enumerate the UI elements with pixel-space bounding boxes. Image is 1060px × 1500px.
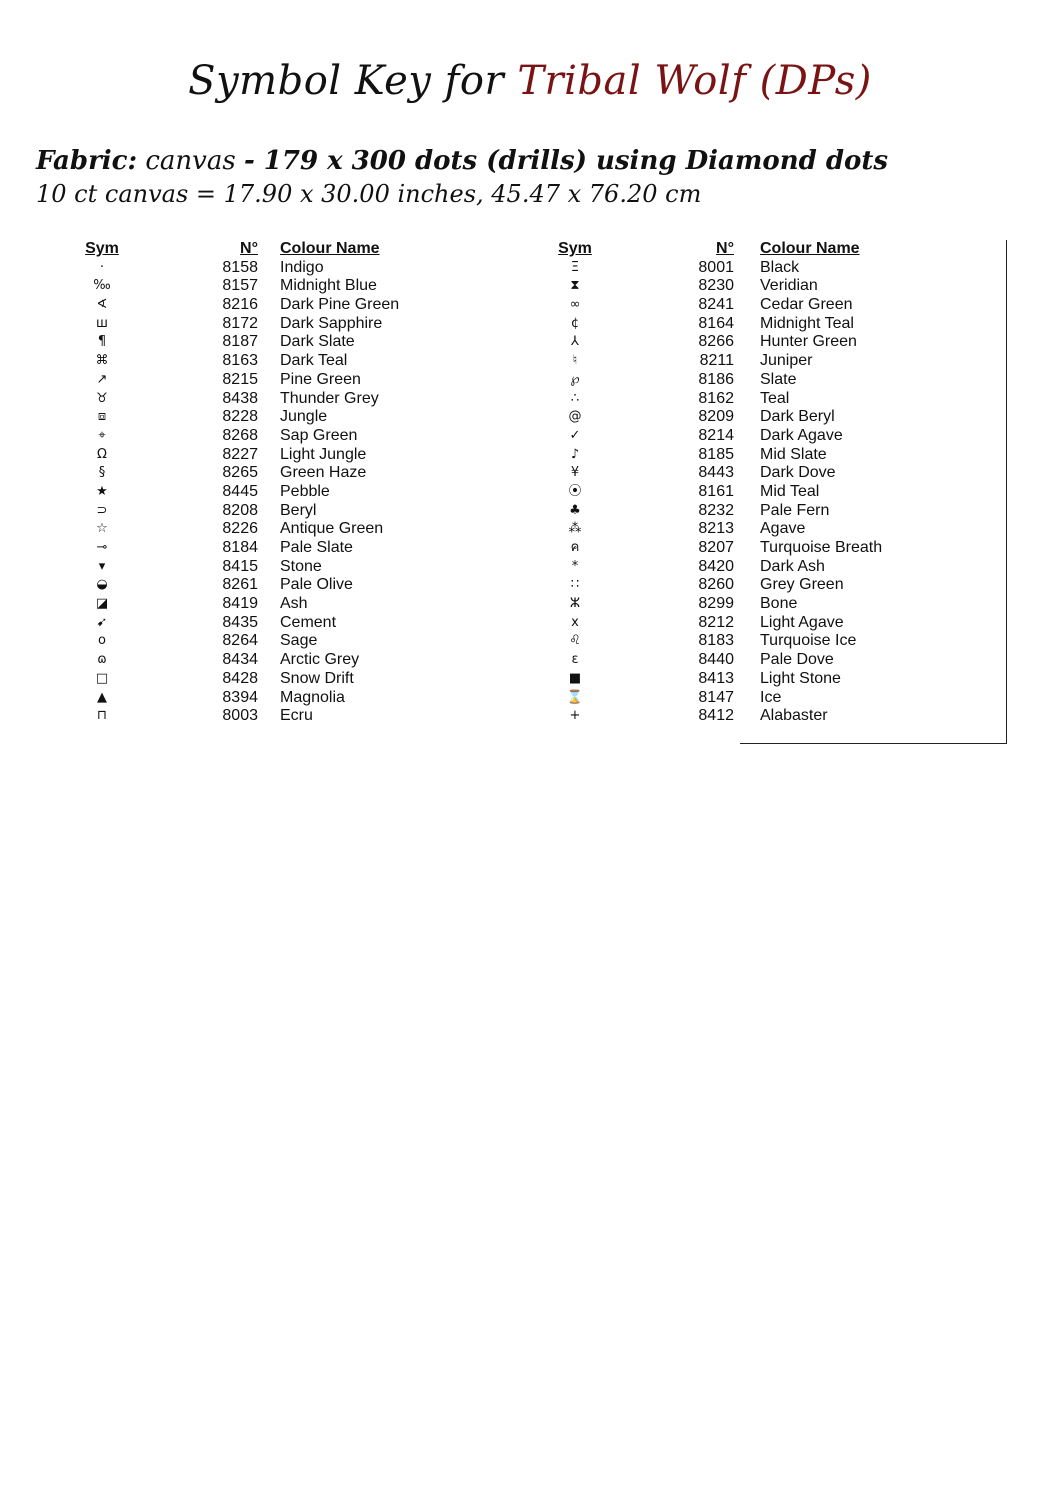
symbol: ⌛ bbox=[566, 689, 584, 705]
symbol: x bbox=[571, 614, 579, 630]
colour-number: 8001 bbox=[698, 258, 734, 276]
symbol: ➹ bbox=[96, 614, 108, 630]
symbol: ⊸ bbox=[96, 540, 108, 555]
colour-number: 8158 bbox=[222, 258, 258, 276]
legend-row bbox=[0, 576, 1060, 595]
symbol: ▲ bbox=[97, 689, 107, 705]
colour-number: 8440 bbox=[698, 651, 734, 669]
colour-number: 8185 bbox=[698, 445, 734, 463]
colour-name: Green Haze bbox=[280, 464, 367, 482]
symbol: ∷ bbox=[570, 577, 580, 593]
legend-row bbox=[0, 595, 1060, 614]
colour-number: 8211 bbox=[699, 352, 734, 370]
colour-number: 8184 bbox=[222, 539, 258, 556]
symbol: § bbox=[98, 465, 106, 481]
colour-name: Pale Slate bbox=[280, 539, 353, 556]
legend-row bbox=[0, 689, 1060, 708]
symbol: ⊃ bbox=[96, 502, 108, 518]
symbol: ✓ bbox=[569, 427, 581, 443]
colour-name: Dark Slate bbox=[280, 333, 355, 351]
colour-name: Bone bbox=[760, 595, 798, 613]
colour-number: 8230 bbox=[698, 277, 734, 295]
colour-name: Slate bbox=[760, 370, 797, 388]
colour-name: Pale Fern bbox=[760, 501, 830, 519]
colour-number: 8209 bbox=[698, 408, 734, 426]
legend-row bbox=[0, 371, 1060, 390]
colour-number: 8226 bbox=[222, 520, 258, 538]
colour-number: 8186 bbox=[698, 370, 734, 388]
colour-number: 8232 bbox=[698, 501, 734, 519]
colour-number: 8216 bbox=[222, 296, 258, 314]
colour-number: 8183 bbox=[698, 632, 734, 650]
colour-number: 8208 bbox=[222, 501, 258, 519]
colour-name: Pebble bbox=[280, 482, 330, 500]
colour-number: 8212 bbox=[698, 613, 734, 631]
colour-name: Dark Sapphire bbox=[280, 314, 383, 332]
colour-name: Dark Dove bbox=[760, 464, 836, 482]
colour-number: 8214 bbox=[698, 426, 734, 444]
symbol: ♌ bbox=[569, 633, 581, 649]
symbol: ∴ bbox=[570, 390, 580, 406]
colour-name: Pale Olive bbox=[280, 576, 353, 594]
colour-name: Turquoise Breath bbox=[760, 539, 883, 556]
colour-number: 8172 bbox=[222, 314, 258, 332]
header-colour-name: Colour Name bbox=[280, 240, 380, 257]
legend-row bbox=[0, 277, 1060, 296]
legend-row bbox=[0, 408, 1060, 427]
symbol: ☆ bbox=[96, 521, 108, 537]
colour-name: Black bbox=[760, 258, 800, 276]
page-title bbox=[0, 58, 1060, 104]
legend-row bbox=[0, 390, 1060, 409]
colour-number: 8266 bbox=[698, 333, 734, 351]
colour-name: Juniper bbox=[760, 352, 813, 370]
colour-name: Ecru bbox=[280, 707, 313, 725]
symbol: o bbox=[98, 633, 106, 649]
legend-row bbox=[0, 315, 1060, 334]
legend-row bbox=[0, 502, 1060, 521]
colour-number: 8443 bbox=[698, 464, 734, 482]
colour-name: Agave bbox=[760, 520, 806, 538]
colour-number: 8438 bbox=[222, 389, 258, 407]
colour-name: Jungle bbox=[280, 408, 328, 426]
colour-number: 8428 bbox=[222, 669, 258, 687]
colour-name: Mid Teal bbox=[760, 482, 820, 500]
header-sym: Sym bbox=[558, 240, 592, 257]
symbol: ค bbox=[570, 540, 580, 555]
colour-name: Dark Beryl bbox=[760, 408, 835, 426]
symbol: ɛ bbox=[571, 652, 579, 668]
colour-name: Hunter Green bbox=[760, 333, 857, 351]
colour-number: 8434 bbox=[222, 651, 258, 669]
symbol: @ bbox=[568, 409, 582, 425]
colour-name: Antique Green bbox=[280, 520, 384, 538]
symbol: □ bbox=[95, 670, 109, 686]
colour-number: 8394 bbox=[222, 688, 258, 706]
symbol: + bbox=[569, 708, 581, 724]
symbol: ⅄ bbox=[571, 334, 579, 350]
symbol: Ξ bbox=[570, 259, 580, 275]
symbol: ⁂ bbox=[568, 521, 582, 537]
legend-row bbox=[0, 464, 1060, 483]
symbol: ◒ bbox=[96, 577, 108, 593]
colour-number: 8162 bbox=[698, 389, 734, 407]
colour-name: Cement bbox=[280, 613, 337, 631]
colour-name: Mid Slate bbox=[760, 445, 827, 463]
symbol: ‰ bbox=[93, 278, 111, 294]
symbol: ⧈ bbox=[97, 409, 107, 425]
symbol: ■ bbox=[568, 670, 582, 686]
colour-number: 8147 bbox=[698, 688, 734, 706]
colour-name: Snow Drift bbox=[280, 669, 354, 687]
legend-row bbox=[0, 670, 1060, 689]
symbol: ¶ bbox=[97, 334, 107, 350]
colour-name: Grey Green bbox=[760, 576, 844, 594]
colour-number: 8227 bbox=[222, 445, 258, 463]
colour-name: Pale Dove bbox=[760, 651, 834, 669]
symbol: ¢ bbox=[570, 315, 580, 331]
colour-name: Light Jungle bbox=[280, 445, 367, 463]
legend-right-column bbox=[0, 240, 1060, 726]
colour-name: Midnight Teal bbox=[760, 314, 854, 332]
colour-name: Teal bbox=[760, 389, 790, 407]
colour-name: Stone bbox=[280, 557, 322, 575]
fabric-material: canvas bbox=[145, 146, 236, 176]
colour-number: 8445 bbox=[222, 482, 258, 500]
symbol: ⧗ bbox=[570, 278, 580, 294]
symbol: ★ bbox=[96, 483, 108, 499]
colour-name: Midnight Blue bbox=[280, 277, 377, 295]
table-border-right bbox=[1006, 240, 1007, 744]
symbol: ɷ bbox=[97, 652, 107, 668]
colour-name: Light Stone bbox=[760, 669, 841, 687]
colour-number: 8241 bbox=[698, 296, 734, 314]
colour-number: 8435 bbox=[222, 613, 258, 631]
header-num: N° bbox=[716, 240, 734, 257]
colour-number: 8264 bbox=[222, 632, 258, 650]
colour-number: 8187 bbox=[222, 333, 258, 351]
header-colour-name: Colour Name bbox=[760, 240, 860, 257]
colour-number: 8213 bbox=[698, 520, 734, 538]
symbol: ♣ bbox=[569, 502, 581, 518]
colour-number: 8215 bbox=[222, 370, 258, 388]
symbol: ℘ bbox=[570, 371, 580, 387]
symbol: ∞ bbox=[569, 297, 581, 313]
colour-name: Pine Green bbox=[280, 370, 361, 388]
colour-name: Dark Pine Green bbox=[280, 296, 400, 314]
colour-name: Ice bbox=[760, 688, 782, 706]
symbol: ⊓ bbox=[96, 708, 108, 724]
symbol: * bbox=[571, 558, 579, 574]
legend-row bbox=[0, 558, 1060, 577]
symbol: ♮ bbox=[572, 353, 578, 369]
header-sym: Sym bbox=[85, 240, 119, 257]
colour-name: Turquoise Ice bbox=[760, 632, 857, 650]
colour-name: Veridian bbox=[760, 277, 818, 295]
colour-number: 8265 bbox=[222, 464, 258, 482]
colour-name: Sage bbox=[280, 632, 318, 650]
colour-name: Dark Teal bbox=[280, 352, 348, 370]
colour-number: 8161 bbox=[698, 482, 734, 500]
colour-number: 8413 bbox=[698, 669, 734, 687]
symbol: ♉ bbox=[96, 390, 108, 406]
colour-number: 8412 bbox=[698, 707, 734, 725]
colour-number: 8207 bbox=[698, 539, 734, 556]
legend-row bbox=[0, 427, 1060, 446]
colour-name: Ash bbox=[280, 595, 308, 613]
colour-name: Beryl bbox=[280, 501, 317, 519]
symbol: ♪ bbox=[570, 446, 580, 462]
symbol: ▾ bbox=[98, 558, 106, 574]
colour-name: Thunder Grey bbox=[280, 389, 379, 407]
colour-number: 8003 bbox=[222, 707, 258, 725]
colour-name: Magnolia bbox=[280, 688, 345, 706]
colour-name: Alabaster bbox=[760, 707, 828, 725]
symbol: ¥ bbox=[570, 465, 580, 481]
symbol: ⌖ bbox=[98, 427, 106, 443]
legend-row bbox=[0, 483, 1060, 502]
legend-row bbox=[0, 352, 1060, 371]
colour-number: 8157 bbox=[222, 277, 258, 295]
colour-number: 8261 bbox=[222, 576, 258, 594]
colour-number: 8163 bbox=[222, 352, 258, 370]
colour-number: 8420 bbox=[698, 557, 734, 575]
title-pattern-name: Tribal Wolf (DPs) bbox=[517, 58, 872, 104]
colour-name: Cedar Green bbox=[760, 296, 853, 314]
symbol: ∢ bbox=[96, 297, 108, 313]
colour-name: Sap Green bbox=[280, 426, 358, 444]
symbol: ⦿ bbox=[568, 483, 582, 499]
colour-number: 8419 bbox=[222, 595, 258, 613]
colour-name: Arctic Grey bbox=[280, 651, 360, 669]
colour-number: 8228 bbox=[222, 408, 258, 426]
symbol: ⌘ bbox=[95, 353, 109, 369]
legend-row bbox=[0, 651, 1060, 670]
legend-row bbox=[0, 632, 1060, 651]
legend-row bbox=[0, 520, 1060, 539]
title-prefix: Symbol Key for bbox=[188, 58, 505, 104]
symbol: ↗ bbox=[96, 371, 108, 387]
colour-number: 8268 bbox=[222, 426, 258, 444]
legend-header bbox=[0, 240, 1060, 259]
symbol: ⵣ bbox=[569, 596, 581, 612]
colour-name: Indigo bbox=[280, 258, 324, 276]
colour-number: 8299 bbox=[698, 595, 734, 613]
legend-row bbox=[0, 707, 1060, 726]
symbol: · bbox=[99, 259, 105, 275]
symbol: ◪ bbox=[95, 596, 109, 612]
colour-number: 8164 bbox=[698, 314, 734, 332]
legend-row bbox=[0, 614, 1060, 633]
colour-name: Dark Ash bbox=[760, 557, 825, 575]
table-border-bottom bbox=[740, 743, 1007, 744]
symbol: Ω bbox=[97, 446, 107, 462]
colour-number: 8415 bbox=[222, 557, 258, 575]
legend-row bbox=[0, 296, 1060, 315]
header-num: N° bbox=[240, 240, 258, 257]
colour-name: Light Agave bbox=[760, 613, 844, 631]
symbol: ш bbox=[96, 315, 108, 331]
fabric-label: Fabric: bbox=[36, 146, 138, 176]
legend-row bbox=[0, 446, 1060, 465]
fabric-dims: - 179 x 300 dots (drills) using Diamond dots bbox=[243, 146, 888, 176]
legend-row bbox=[0, 333, 1060, 352]
legend-row bbox=[0, 539, 1060, 558]
fabric-line bbox=[36, 146, 888, 176]
colour-name: Dark Agave bbox=[760, 426, 843, 444]
canvas-size-line: 10 ct canvas = 17.90 x 30.00 inches, 45.47 x 76.20 cm bbox=[36, 180, 702, 208]
colour-number: 8260 bbox=[698, 576, 734, 594]
legend-row bbox=[0, 259, 1060, 278]
